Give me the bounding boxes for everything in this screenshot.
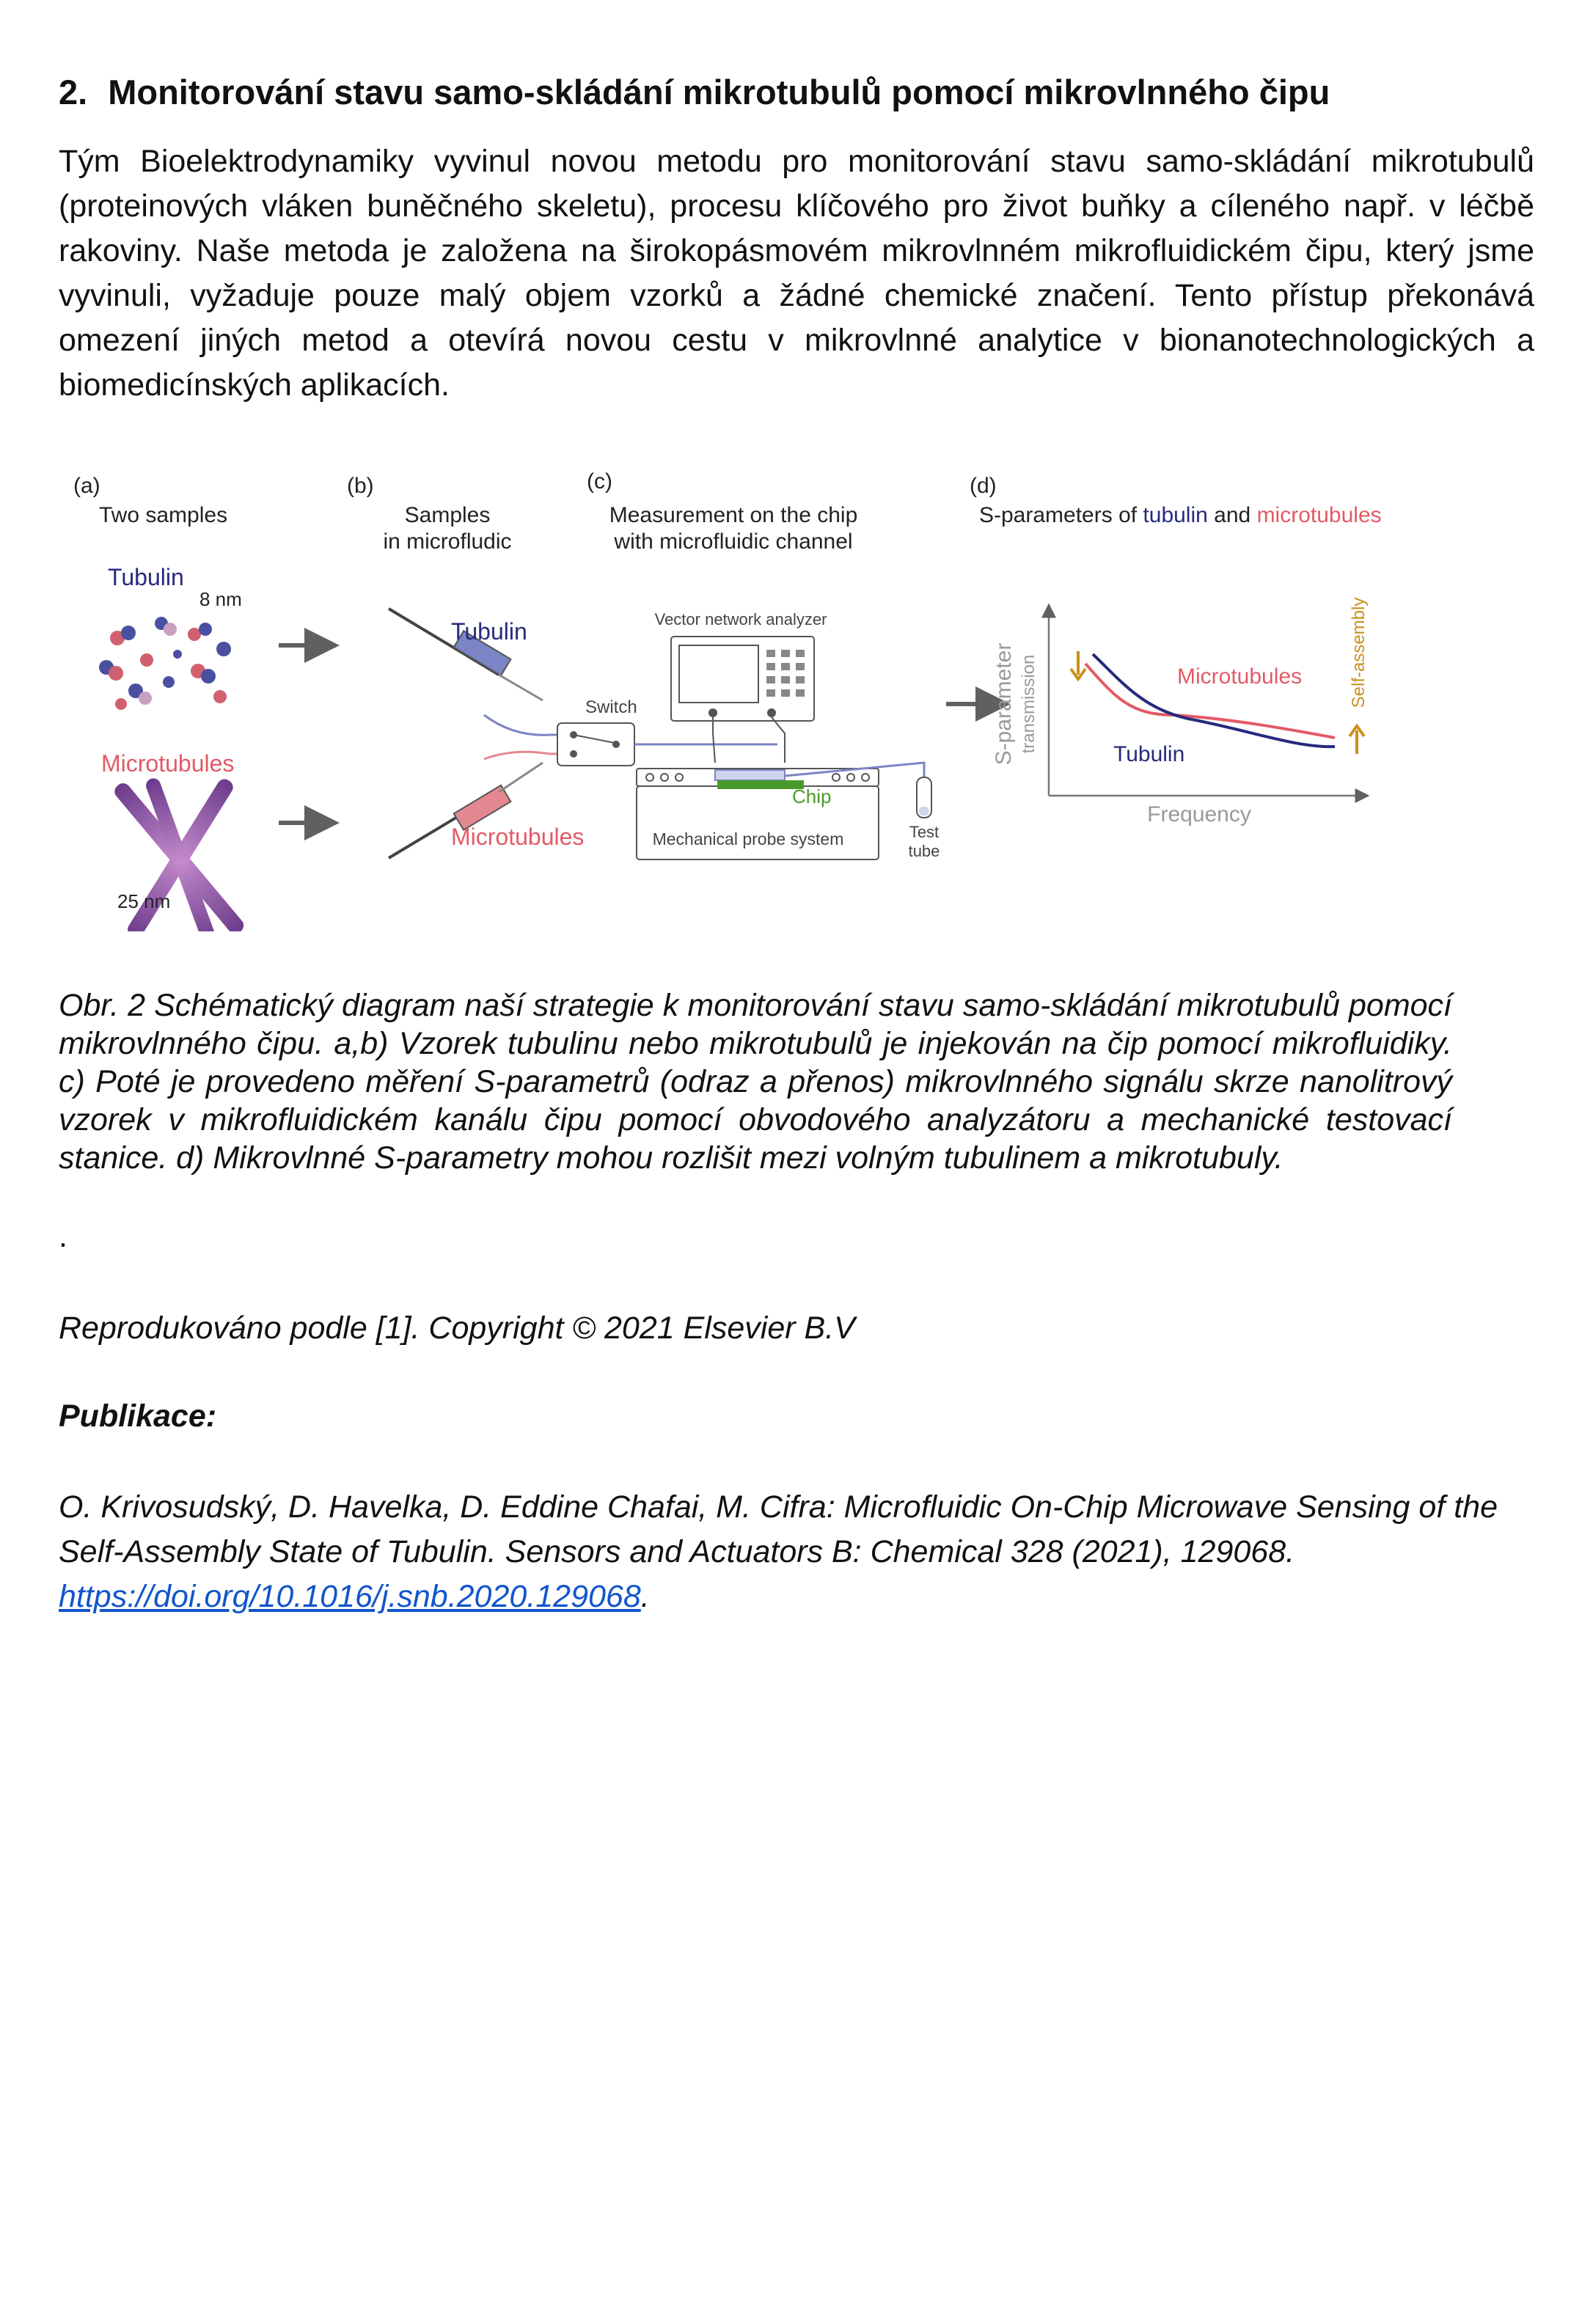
panel-d-title-microtubules: microtubules [1256, 503, 1382, 527]
section-heading [59, 70, 1540, 114]
plot-y-label-line1: S-parameter [992, 642, 1016, 766]
panel-b-title-line1: Samples [404, 503, 491, 527]
panel-d-title-prefix: S-parameters of [979, 503, 1143, 527]
publication-reference [59, 1485, 1548, 1619]
section-number: 2. [59, 73, 88, 111]
plot-x-label: Frequency [1147, 802, 1251, 826]
microfluidic-channel [715, 770, 785, 780]
panel-c-probe-label: Mechanical probe system [652, 829, 844, 848]
copyright-note: Reprodukováno podle [1]. Copyright © 2021 Elsevier B.V [59, 1311, 855, 1346]
panel-c-chip-label: Chip [792, 785, 832, 807]
panel-d-letter: (d) [970, 474, 997, 498]
panel-d-title-tubulin: tubulin [1143, 503, 1208, 527]
tubulin-tube [484, 715, 557, 735]
reference-text: O. Krivosudský, D. Havelka, D. Eddine Chafai, M. Cifra: Microfluidic On-Chip Microwave Sensing of the Self-Assembly State of Tubulin. Sensors and Actuators B: Chemical 328 (2021), 129068. [59, 1489, 1498, 1569]
microtubules-tube [484, 752, 557, 759]
panel-d-title-and: and [1207, 503, 1257, 527]
doi-link[interactable]: https://doi.org/10.1016/j.snb.2020.129068 [59, 1579, 641, 1614]
plot-tubulin-label: Tubulin [1113, 742, 1185, 766]
s-parameter-plot [992, 598, 1369, 826]
figure-svg [44, 462, 1482, 931]
panel-a-letter: (a) [73, 474, 100, 498]
panel-b-tubulin-label: Tubulin [451, 618, 527, 645]
panel-d-title [979, 503, 1382, 527]
panel-a-tubulin-label: Tubulin [108, 564, 184, 590]
plot-y-label-line2: transmission [1019, 654, 1039, 754]
panel-b-title-line2: in microfludic [383, 529, 512, 554]
self-assembly-up-arrow [1350, 726, 1364, 754]
publications-heading: Publikace: [59, 1399, 217, 1434]
panel-b-switch-label: Switch [585, 697, 637, 717]
panel-c-title-line2: with microfluidic channel [614, 529, 853, 554]
self-assembly-label: Self-assembly [1349, 597, 1369, 708]
chip [717, 780, 804, 789]
panel-a-microtubules-label: Microtubules [101, 750, 235, 777]
panel-c-vna-label: Vector network analyzer [654, 610, 827, 628]
intro-paragraph: Tým Bioelektrodynamiky vyvinul novou metodu pro monitorování stavu samo-skládání mikrotubulů (proteinových vláken buněčného skeletu), procesu klíčového pro život buňky a cíleného např. v léčbě rakoviny. Naše metoda je založena na širokopásmovém mikrovlnném mikrofluidickém čipu, který jsme vyvinuli, vyžaduje pouze malý objem vzorků a žádné chemické značení. Tento přístup překonává omezení jiných metod a otevírá novou cestu v mikrovlnné analytice v bionanotechnologických a biomedicínských aplikacích. [59, 144, 1534, 403]
section-title: Monitorování stavu samo-skládání mikrotubulů pomocí mikrovlnného čipu [108, 73, 1330, 111]
tubulin-particles [99, 617, 231, 710]
self-assembly-down-arrow [1071, 651, 1085, 679]
panel-a-tubulin-size: 8 nm [199, 588, 242, 610]
panel-c-tube-label-line1: Test [909, 823, 940, 841]
panel-c-tube-label-line2: tube [908, 842, 940, 860]
panel-a-title: Two samples [99, 503, 228, 527]
caption-dot: . [59, 1219, 67, 1254]
panel-c-letter: (c) [587, 469, 612, 494]
panel-b-letter: (b) [347, 474, 374, 498]
panel-c-title-line1: Measurement on the chip [609, 503, 858, 527]
reference-link-suffix: . [640, 1579, 650, 1614]
figure-caption: Obr. 2 Schématický diagram naší strategie k monitorování stavu samo-skládání mikrotubulů pomocí mikrovlnného čipu. a,b) Vzorek tubulinu nebo mikrotubulů je injekován na čip pomocí mikrofluidiky. c) Poté je provedeno měření S-parametrů (odraz a přenos) mikrovlnného signálu skrze nanolitrový vzorek v mikrofluidickém kanálu čipu pomocí obvodového analyzátoru a mechanické testovací stanice. d) Mikrovlnné S-parametry mohou rozlišit mezi volným tubulinem a mikrotubuly. [59, 988, 1452, 1176]
panel-a-microtubules-size: 25 nm [117, 890, 171, 912]
switch-box [557, 723, 634, 766]
vector-network-analyzer [671, 637, 814, 721]
plot-microtubules-label: Microtubules [1177, 664, 1303, 689]
schematic-figure [44, 462, 1482, 931]
panel-b-microtubules-label: Microtubules [451, 824, 585, 850]
